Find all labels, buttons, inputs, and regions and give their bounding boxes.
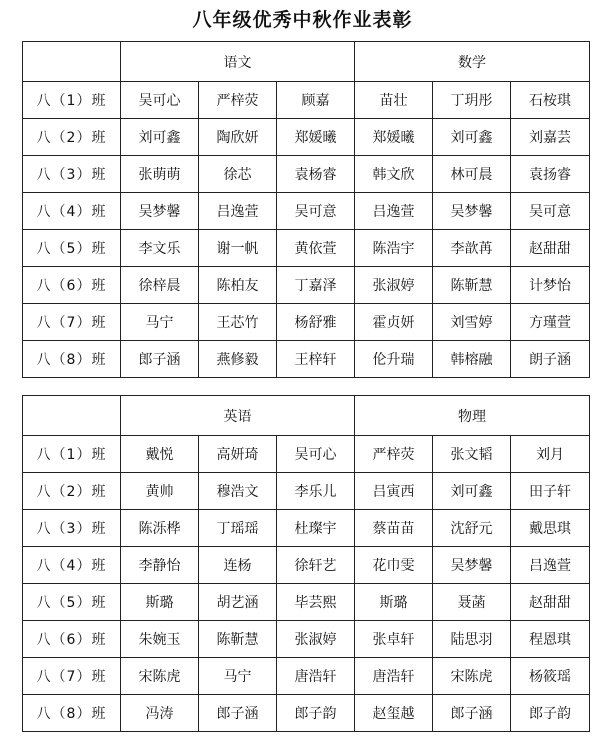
student-name: 冯涛 <box>121 695 199 732</box>
class-label: 八（8）班 <box>23 695 121 732</box>
student-name: 伦升瑞 <box>355 341 433 378</box>
student-name: 赵甜甜 <box>511 230 590 267</box>
student-name: 赵甜甜 <box>511 584 590 621</box>
student-name: 黄依萱 <box>277 230 355 267</box>
student-name: 张卓轩 <box>355 621 433 658</box>
student-name: 徐芯 <box>199 156 277 193</box>
student-name: 刘月 <box>511 436 590 473</box>
student-name: 韩榕融 <box>433 341 511 378</box>
student-name: 吴可心 <box>277 436 355 473</box>
student-name: 毕芸熙 <box>277 584 355 621</box>
student-name: 杜璨宇 <box>277 510 355 547</box>
student-name: 陈靳慧 <box>199 621 277 658</box>
student-name: 马宁 <box>199 658 277 695</box>
table-row <box>23 82 590 119</box>
student-name: 陈靳慧 <box>433 267 511 304</box>
student-name: 吕逸萱 <box>511 547 590 584</box>
student-name: 谢一帆 <box>199 230 277 267</box>
table-row <box>23 304 590 341</box>
student-name: 吕寅西 <box>355 473 433 510</box>
table-row <box>23 621 590 658</box>
header-row <box>23 42 590 82</box>
student-name: 吴梦馨 <box>121 193 199 230</box>
student-name: 刘可鑫 <box>433 473 511 510</box>
student-name: 唐浩轩 <box>355 658 433 695</box>
student-name: 张萌萌 <box>121 156 199 193</box>
student-name: 吴梦馨 <box>433 547 511 584</box>
subject-header: 英语 <box>121 396 355 436</box>
student-name: 顾嘉 <box>277 82 355 119</box>
student-name: 刘可鑫 <box>433 119 511 156</box>
student-name: 陶欣妍 <box>199 119 277 156</box>
class-label: 八（1）班 <box>23 82 121 119</box>
class-label: 八（2）班 <box>23 119 121 156</box>
student-name: 唐浩轩 <box>277 658 355 695</box>
class-label: 八（3）班 <box>23 156 121 193</box>
student-name: 严梓荧 <box>199 82 277 119</box>
subject-header: 物理 <box>355 396 590 436</box>
student-name: 吴可意 <box>511 193 590 230</box>
subject-header: 数学 <box>355 42 590 82</box>
student-name: 程恩琪 <box>511 621 590 658</box>
table-row <box>23 230 590 267</box>
table-row <box>23 436 590 473</box>
student-name: 郎子涵 <box>433 695 511 732</box>
student-name: 郎子涵 <box>121 341 199 378</box>
table-row <box>23 119 590 156</box>
student-name: 霍贞妍 <box>355 304 433 341</box>
honor-table-1 <box>22 41 590 378</box>
student-name: 袁杨睿 <box>277 156 355 193</box>
table-row <box>23 547 590 584</box>
student-name: 张文韬 <box>433 436 511 473</box>
table-row <box>23 695 590 732</box>
header-row <box>23 396 590 436</box>
student-name: 陆思羽 <box>433 621 511 658</box>
student-name: 聂菡 <box>433 584 511 621</box>
student-name: 吕逸萱 <box>199 193 277 230</box>
student-name: 宋陈虎 <box>433 658 511 695</box>
class-label: 八（3）班 <box>23 510 121 547</box>
student-name: 李歆苒 <box>433 230 511 267</box>
student-name: 沈舒元 <box>433 510 511 547</box>
student-name: 陈柏友 <box>199 267 277 304</box>
class-label: 八（8）班 <box>23 341 121 378</box>
student-name: 陈泺桦 <box>121 510 199 547</box>
student-name: 严梓荧 <box>355 436 433 473</box>
student-name: 袁扬睿 <box>511 156 590 193</box>
student-name: 苗壮 <box>355 82 433 119</box>
corner-cell <box>23 396 121 436</box>
student-name: 杨筱瑶 <box>511 658 590 695</box>
student-name: 方瑾萱 <box>511 304 590 341</box>
student-name: 王梓轩 <box>277 341 355 378</box>
student-name: 李静怡 <box>121 547 199 584</box>
student-name: 郎子韵 <box>277 695 355 732</box>
class-label: 八（6）班 <box>23 267 121 304</box>
student-name: 赵玺越 <box>355 695 433 732</box>
student-name: 连杨 <box>199 547 277 584</box>
student-name: 郑媛曦 <box>277 119 355 156</box>
student-name: 郎子韵 <box>511 695 590 732</box>
student-name: 林可晨 <box>433 156 511 193</box>
page-title: 八年级优秀中秋作业表彰 <box>192 9 413 31</box>
student-name: 黄帅 <box>121 473 199 510</box>
class-label: 八（4）班 <box>23 193 121 230</box>
student-name: 计梦怡 <box>511 267 590 304</box>
table-row <box>23 193 590 230</box>
student-name: 李文乐 <box>121 230 199 267</box>
class-label: 八（4）班 <box>23 547 121 584</box>
student-name: 穆浩文 <box>199 473 277 510</box>
student-name: 杨舒雅 <box>277 304 355 341</box>
student-name: 蔡苗苗 <box>355 510 433 547</box>
table-row <box>23 658 590 695</box>
student-name: 刘可鑫 <box>121 119 199 156</box>
corner-cell <box>23 42 121 82</box>
student-name: 斯璐 <box>121 584 199 621</box>
student-name: 朱婉玉 <box>121 621 199 658</box>
student-name: 宋陈虎 <box>121 658 199 695</box>
student-name: 徐轩艺 <box>277 547 355 584</box>
student-name: 吴可意 <box>277 193 355 230</box>
student-name: 高妍琦 <box>199 436 277 473</box>
student-name: 刘嘉芸 <box>511 119 590 156</box>
class-label: 八（1）班 <box>23 436 121 473</box>
table-row <box>23 473 590 510</box>
student-name: 张淑婷 <box>277 621 355 658</box>
table-row <box>23 267 590 304</box>
table-row <box>23 584 590 621</box>
student-name: 戴悦 <box>121 436 199 473</box>
table-row <box>23 156 590 193</box>
honor-table-2 <box>22 395 590 732</box>
student-name: 斯璐 <box>355 584 433 621</box>
table-row <box>23 510 590 547</box>
student-name: 李乐儿 <box>277 473 355 510</box>
table-row <box>23 341 590 378</box>
class-label: 八（5）班 <box>23 230 121 267</box>
student-name: 胡艺涵 <box>199 584 277 621</box>
student-name: 丁嘉泽 <box>277 267 355 304</box>
student-name: 田子轩 <box>511 473 590 510</box>
student-name: 马宁 <box>121 304 199 341</box>
class-label: 八（2）班 <box>23 473 121 510</box>
student-name: 花巾雯 <box>355 547 433 584</box>
student-name: 郎子涵 <box>199 695 277 732</box>
subject-header: 语文 <box>121 42 355 82</box>
student-name: 燕修毅 <box>199 341 277 378</box>
student-name: 吴可心 <box>121 82 199 119</box>
student-name: 丁瑶瑶 <box>199 510 277 547</box>
student-name: 郑媛曦 <box>355 119 433 156</box>
student-name: 陈浩宇 <box>355 230 433 267</box>
student-name: 戴思琪 <box>511 510 590 547</box>
student-name: 吴梦馨 <box>433 193 511 230</box>
class-label: 八（6）班 <box>23 621 121 658</box>
student-name: 张淑婷 <box>355 267 433 304</box>
student-name: 王芯竹 <box>199 304 277 341</box>
student-name: 石桉琪 <box>511 82 590 119</box>
class-label: 八（7）班 <box>23 658 121 695</box>
student-name: 丁玥彤 <box>433 82 511 119</box>
student-name: 徐梓晨 <box>121 267 199 304</box>
student-name: 刘雪婷 <box>433 304 511 341</box>
student-name: 韩文欣 <box>355 156 433 193</box>
class-label: 八（7）班 <box>23 304 121 341</box>
student-name: 吕逸萱 <box>355 193 433 230</box>
student-name: 朗子涵 <box>511 341 590 378</box>
class-label: 八（5）班 <box>23 584 121 621</box>
